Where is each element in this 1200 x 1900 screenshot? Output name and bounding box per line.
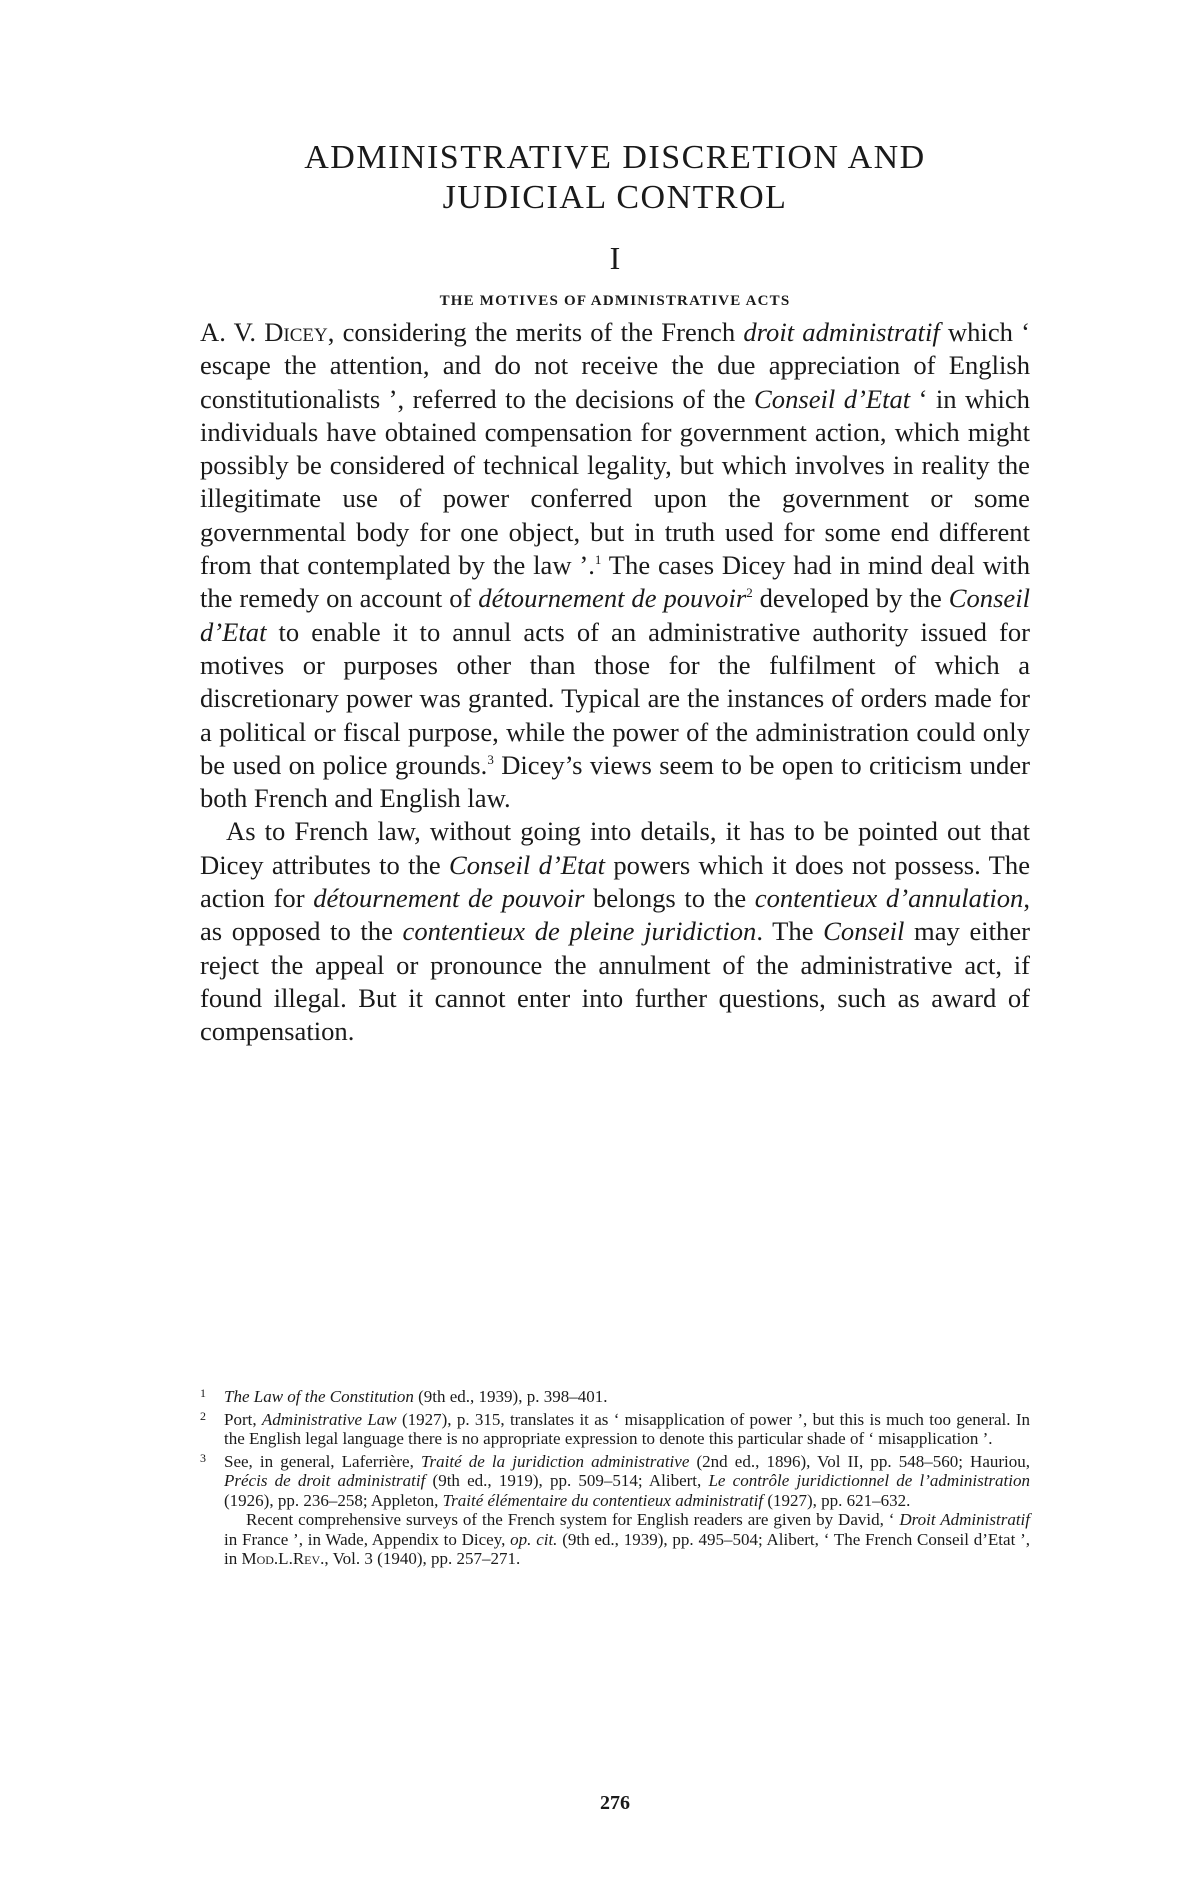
text-run: belongs to the [584, 883, 755, 914]
text-run: . The [756, 916, 824, 947]
italic-citation: Précis de droit administratif [224, 1471, 426, 1490]
text-run: , as opposed to the [200, 883, 1030, 947]
text-run: ‘ in which individuals have obtained compensation for government action, which might possibly be considered of technical legality, but which involves in reality the illegitimate use of power conferred upon the government or some governmental body for one object, but in truth used for some end different from that contemplated by the law ’. [200, 383, 1030, 581]
article-title-line-1: ADMINISTRATIVE DISCRETION AND [304, 139, 926, 176]
text-run: (1927), pp. 621–632. [763, 1490, 911, 1510]
text-run: which ‘ escape the attention, and do not receive the due appreciation of English constitutionalists ’, referred to the decisions of the [200, 317, 1030, 414]
paragraph-2 [200, 815, 1030, 1048]
footnote-marker: 3 [200, 1450, 206, 1465]
footnote-3 [200, 1449, 1030, 1511]
text-run: See, in general, Laferrière, [224, 1451, 421, 1471]
italic-citation: Droit Administratif [899, 1510, 1030, 1529]
italic-term: Conseil [823, 916, 905, 947]
text-run: (1927), p. 315, translates it as ‘ misapplication of power ’, but this is much too general. In the English legal language there is no appropriate expression to denote this particular shade of ‘ misapplication ’. [224, 1409, 1030, 1448]
text-run: in France ’, in Wade, Appendix to Dicey, [224, 1529, 511, 1549]
text-run: The cases Dicey had in mind deal with the remedy on account of [200, 550, 1030, 614]
text-run: A. V. [200, 317, 265, 347]
text-run: (9th ed., 1919), pp. 509–514; Alibert, [425, 1471, 709, 1490]
text-run: may either reject the appeal or pronounce the annulment of the administrative act, if found illegal. But it cannot enter into further questions, such as award of compensation. [200, 916, 1031, 1047]
italic-citation: Administrative Law [261, 1409, 397, 1429]
italic-term: contentieux de pleine juridiction [402, 916, 757, 947]
journal-abbrev: Mod.L.Rev. [241, 1549, 325, 1568]
text-run: to enable it to annul acts of an administrative authority issued for motives or purposes other than those for the fulfilment of which a discretionary power was granted. Typical are the instances of orders made for a political or fiscal purpose, while the power of the administration could only be used on police grounds. [200, 616, 1030, 780]
text-run: (1926), pp. 236–258; Appleton, [224, 1490, 443, 1510]
italic-term: Conseil d’Etat [448, 849, 606, 880]
text-run: As to French law, without going into details, it has to be pointed out that Dicey attributes to the [200, 816, 1030, 880]
text-run: (9th ed., 1939), p. 398–401. [413, 1387, 608, 1406]
text-run: , Vol. 3 (1940), pp. 257–271. [324, 1549, 521, 1568]
footnote-3-continuation [200, 1510, 1030, 1569]
italic-term: contentieux d’annulation [754, 883, 1024, 914]
italic-citation: Traité de la juridiction administrative [420, 1451, 690, 1471]
article-title-line-2: JUDICIAL CONTROL [442, 179, 788, 216]
italic-citation: op. cit. [510, 1529, 558, 1549]
page-number: 276 [600, 1792, 630, 1814]
italic-term: Conseil d’Etat [200, 583, 1030, 647]
italic-term: droit administratif [743, 317, 940, 347]
text-run: (2nd ed., 1896), Vol II, pp. 548–560; Hauriou, [689, 1451, 1030, 1471]
text-run: Dicey’s views seem to be open to criticism under both French and English law. [200, 749, 1030, 814]
text-run: (9th ed., 1939), pp. 495–504; Alibert, ‘ The French Conseil d’Etat ’, in [224, 1529, 1030, 1568]
author-name-dicey: Dicey [264, 317, 328, 347]
text-run: Port, [224, 1409, 262, 1429]
italic-citation: Le contrôle juridictionnel de l’administration [708, 1471, 1030, 1490]
text-run: powers which it does not possess. The action for [200, 849, 1030, 914]
paragraph-1 [200, 316, 1030, 815]
text-run: , considering the merits of the French [327, 317, 744, 347]
footnote-ref-2: 2 [746, 585, 753, 601]
footnote-marker: 2 [200, 1408, 206, 1423]
body-text [200, 316, 1030, 1049]
italic-term: détournement de pouvoir [478, 583, 747, 614]
footnote-1 [200, 1384, 1030, 1407]
footnote-marker: 1 [200, 1386, 206, 1400]
italic-citation: Traité élémentaire du contentieux administratif [442, 1490, 764, 1510]
footnotes [200, 1384, 1030, 1569]
italic-term: détournement de pouvoir [313, 883, 585, 914]
part-numeral: I [609, 240, 621, 276]
footnote-ref-1: 1 [594, 552, 602, 568]
footnote-2 [200, 1407, 1030, 1449]
footnote-ref-3: 3 [487, 751, 494, 767]
section-heading: THE MOTIVES OF ADMINISTRATIVE ACTS [439, 293, 791, 309]
text-run: developed by the [752, 583, 949, 614]
italic-term: Conseil d’Etat [754, 383, 911, 414]
italic-citation: The Law of the Constitution [224, 1387, 414, 1406]
text-run: Recent comprehensive surveys of the French system for English readers are given by David, ‘ [246, 1510, 900, 1529]
article-title [200, 138, 1030, 218]
